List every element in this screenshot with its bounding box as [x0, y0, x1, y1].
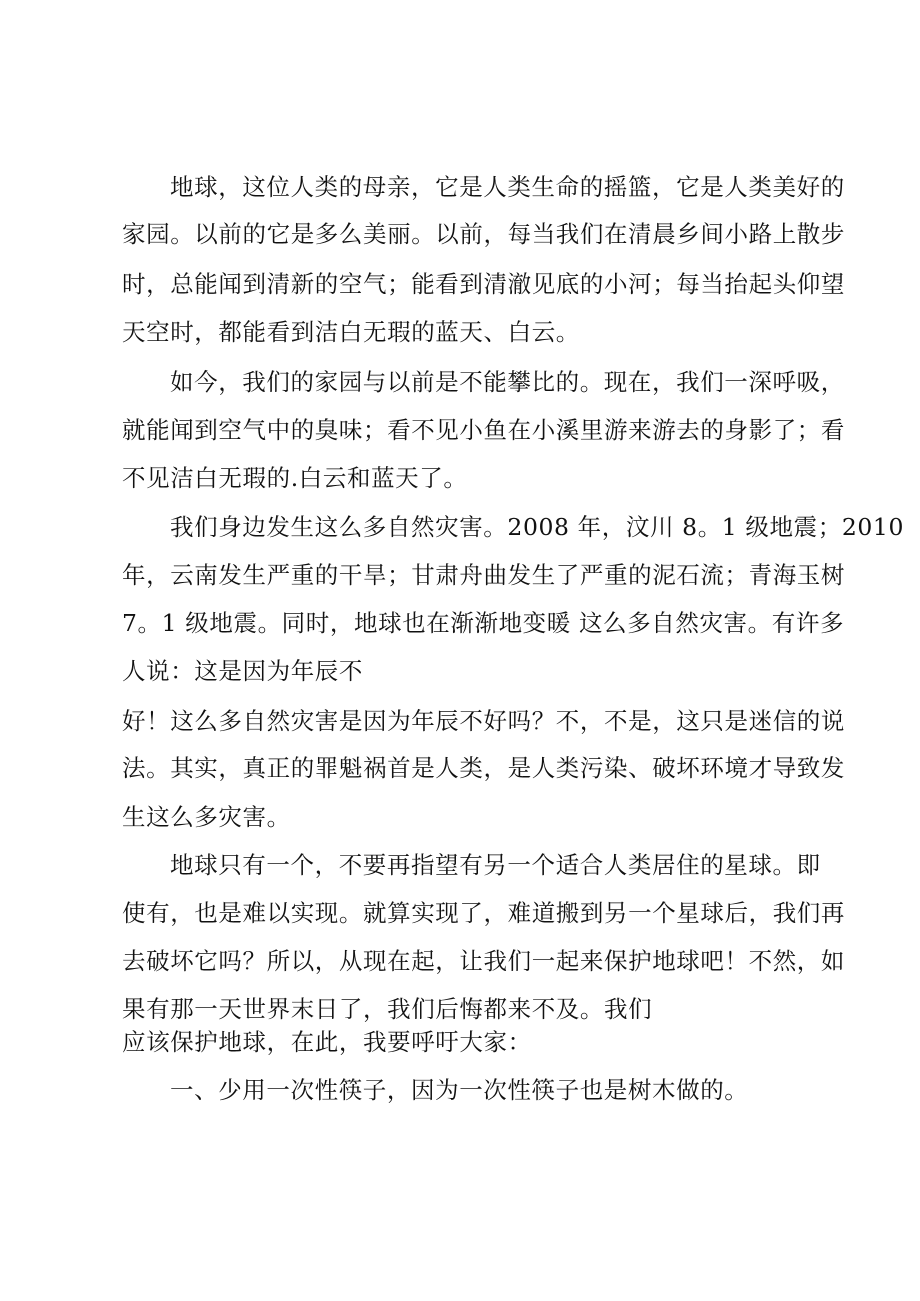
paragraph-2-line-2: 就能闻到空气中的臭味；看不见小鱼在小溪里游来游去的身影了；看 — [122, 416, 845, 444]
paragraph-4-line-4: 果有那一天世界末日了，我们后悔都来不及。我们 — [122, 995, 653, 1023]
paragraph-4-line-5: 应该保护地球，在此，我要呼吁大家： — [122, 1028, 532, 1056]
paragraph-4-line-2: 使有，也是难以实现。就算实现了，难道搬到另一个星球后，我们再 — [122, 899, 845, 927]
paragraph-3-line-6: 法。其实，真正的罪魁祸首是人类，是人类污染、破坏环境才导致发 — [122, 754, 845, 782]
paragraph-1-line-1: 地球，这位人类的母亲，它是人类生命的摇篮，它是人类美好的 — [170, 173, 845, 201]
paragraph-1-line-2: 家园。以前的它是多么美丽。以前，每当我们在清晨乡间小路上散步 — [122, 220, 845, 248]
paragraph-3-line-4: 人说：这是因为年辰不 — [122, 657, 363, 685]
paragraph-2-line-1: 如今，我们的家园与以前是不能攀比的。现在，我们一深呼吸， — [170, 368, 845, 396]
paragraph-4-line-3: 去破坏它吗？所以，从现在起，让我们一起来保护地球吧！不然，如 — [122, 947, 845, 975]
paragraph-3-line-2: 年，云南发生严重的干旱；甘肃舟曲发生了严重的泥石流；青海玉树 — [122, 561, 845, 589]
paragraph-3-line-7: 生这么多灾害。 — [122, 803, 291, 831]
paragraph-3-line-1: 我们身边发生这么多自然灾害。2008 年，汶川 8。1 级地震；2010 — [170, 513, 905, 541]
paragraph-2-line-3: 不见洁白无瑕的.白云和蓝天了。 — [122, 464, 468, 492]
paragraph-1-line-3: 时，总能闻到清新的空气；能看到清澈见底的小河；每当抬起头仰望 — [122, 270, 845, 298]
paragraph-4-line-1: 地球只有一个，不要再指望有另一个适合人类居住的星球。即 — [170, 851, 821, 879]
list-item-1: 一、少用一次性筷子，因为一次性筷子也是树木做的。 — [170, 1076, 749, 1104]
paragraph-1-line-4: 天空时，都能看到洁白无瑕的蓝天、白云。 — [122, 318, 580, 346]
paragraph-3-line-3: 7。1 级地震。同时，地球也在渐渐地变暖 这么多自然灾害。有许多 — [122, 609, 845, 637]
paragraph-3-line-5: 好！这么多自然灾害是因为年辰不好吗？不，不是，这只是迷信的说 — [122, 707, 845, 735]
